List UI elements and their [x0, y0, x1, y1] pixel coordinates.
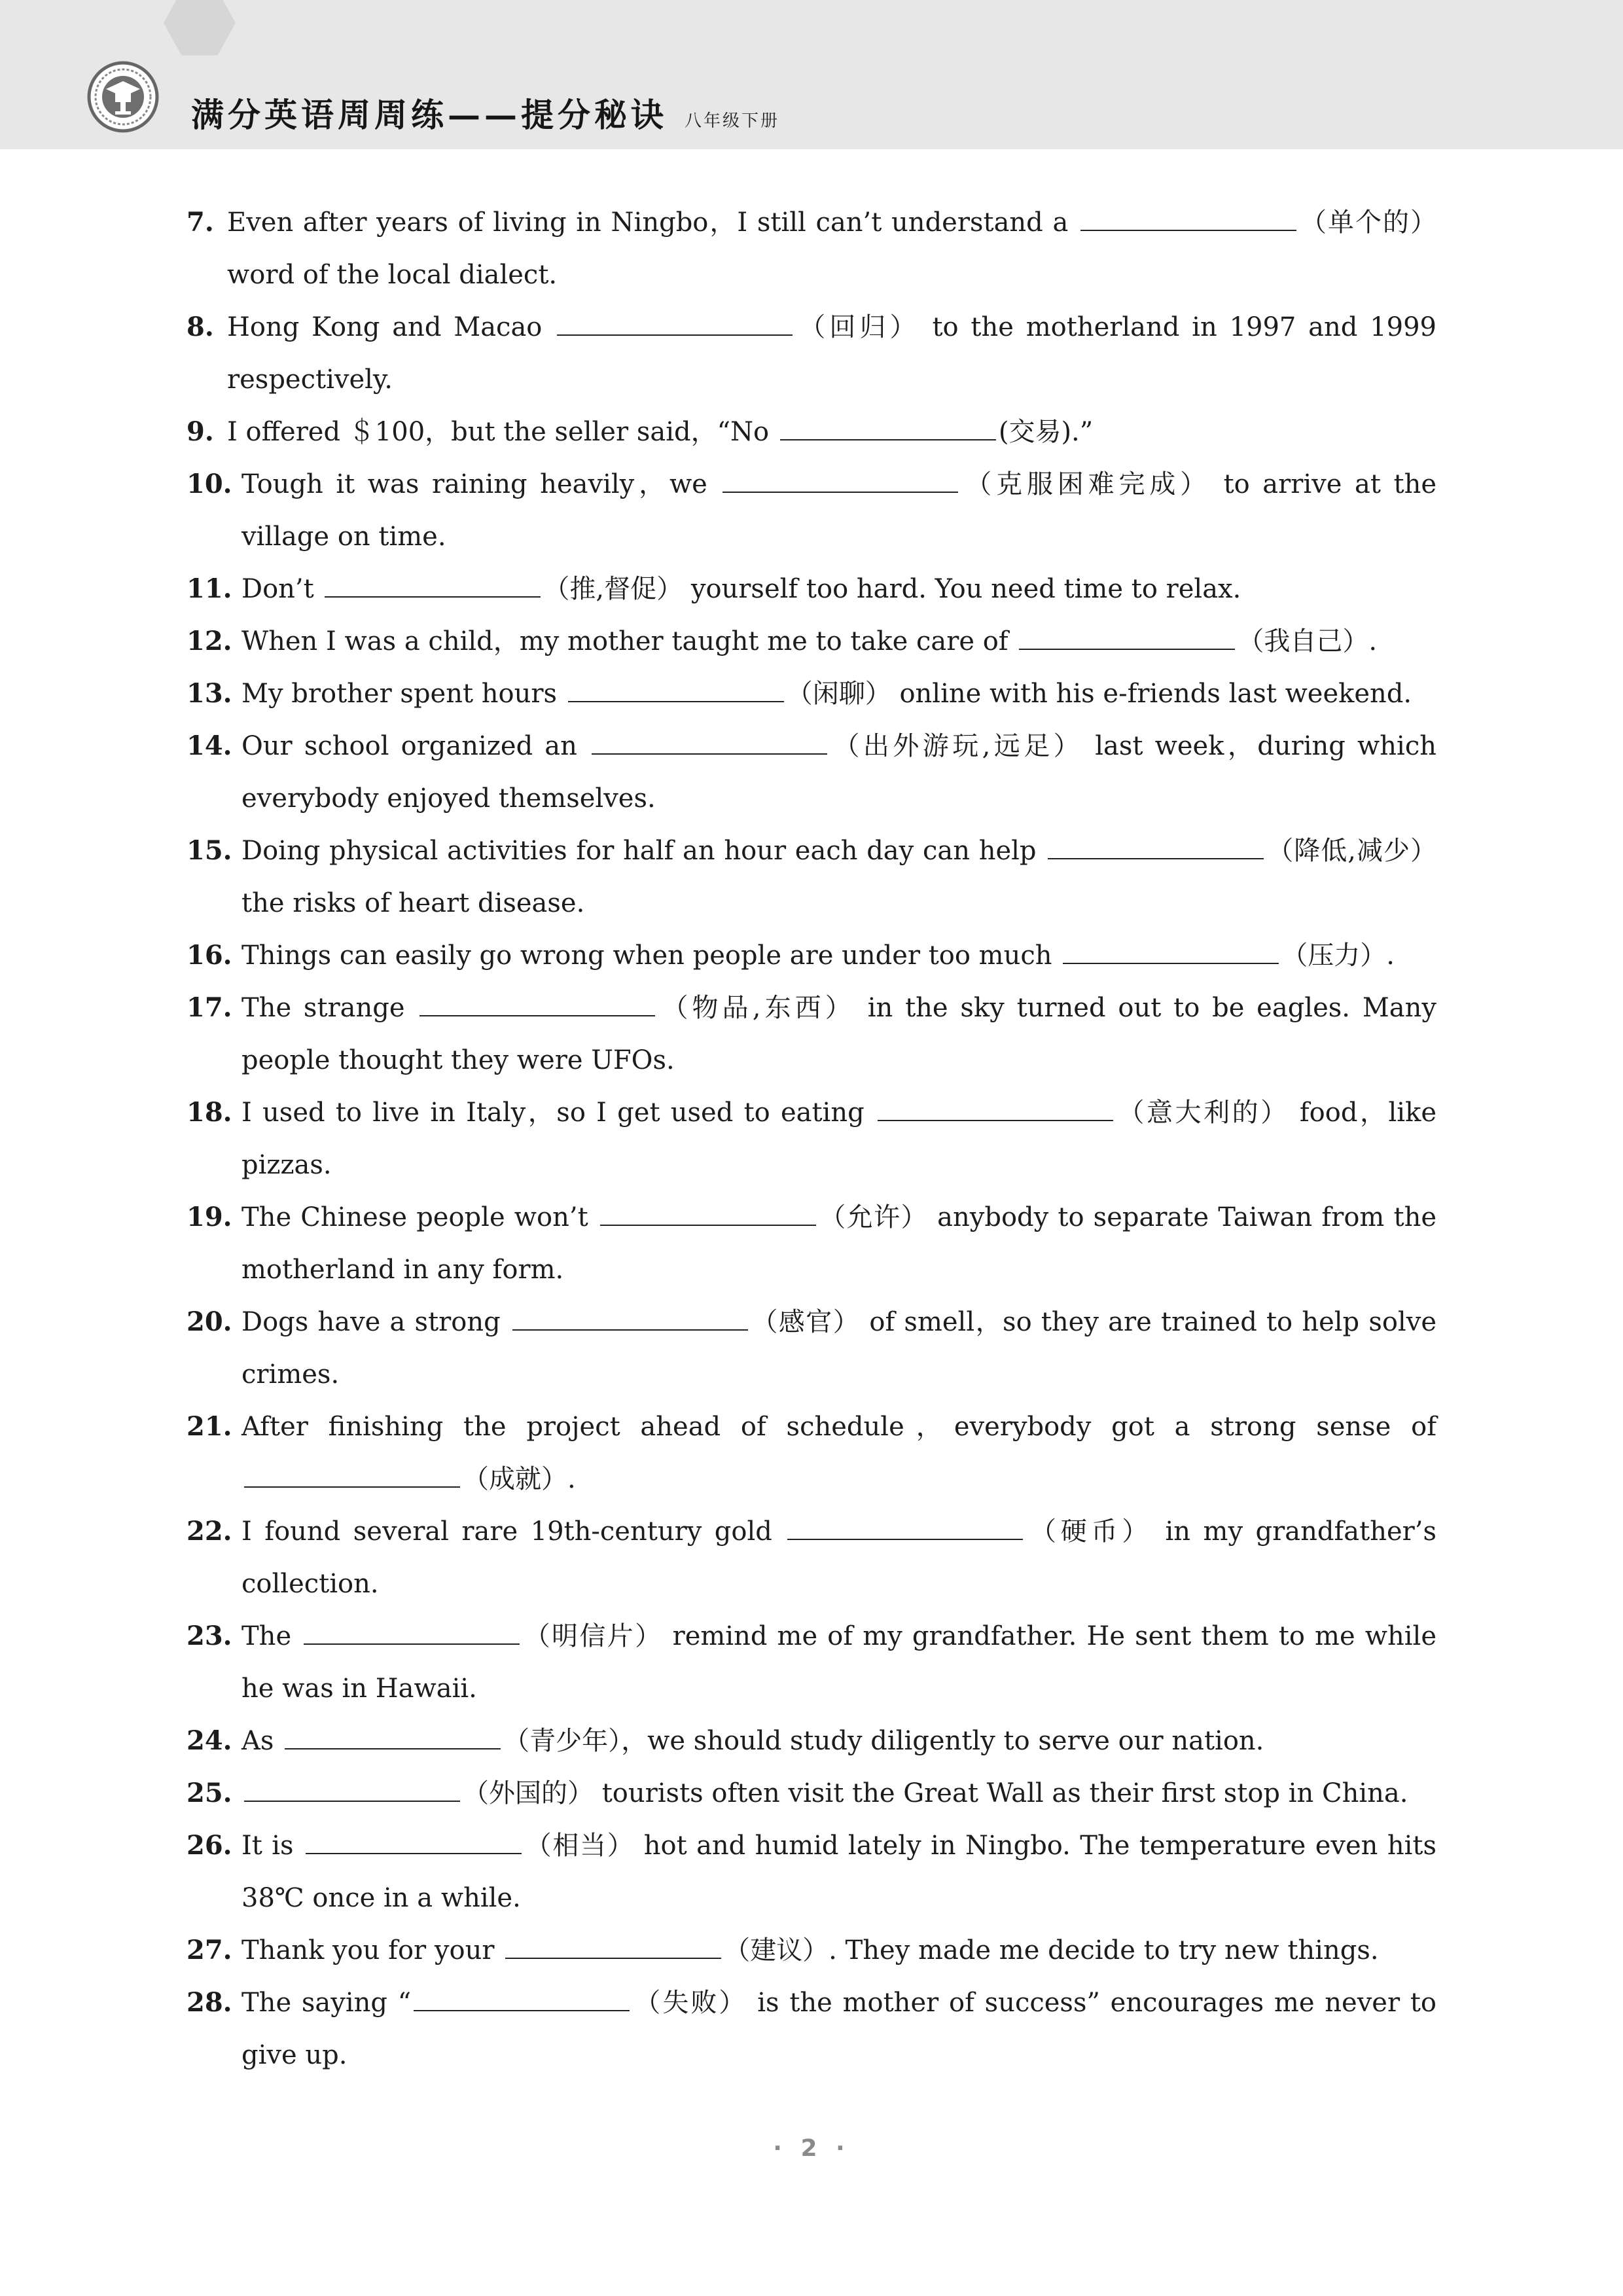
question-20	[187, 1296, 1436, 1401]
page-number: · 2 ·	[773, 2135, 850, 2162]
question-15	[187, 825, 1436, 929]
answer-blank[interactable]	[780, 418, 996, 440]
question-number: 17.	[187, 992, 232, 1023]
answer-blank[interactable]	[787, 1518, 1023, 1540]
question-text-after: （回归） to the motherland in 1997 and 1999 respectively.	[227, 312, 1436, 395]
question-number: 22.	[187, 1516, 232, 1547]
answer-blank[interactable]	[512, 1308, 748, 1331]
question-27	[187, 1924, 1436, 1977]
question-text-before: As	[241, 1726, 283, 1756]
question-number: 25.	[187, 1778, 232, 1808]
answer-blank[interactable]	[304, 1623, 520, 1645]
question-list	[187, 196, 1436, 2081]
question-18	[187, 1086, 1436, 1191]
question-text-before: When I was a child，my mother taught me to take care of	[241, 626, 1017, 656]
question-number: 13.	[187, 678, 232, 709]
question-text-after: （我自己）.	[1238, 626, 1378, 656]
question-text-after: （推,督促） yourself too hard. You need time to relax.	[543, 574, 1241, 604]
question-text-after: （相当） hot and humid lately in Ningbo. The temperature even hits 38℃ once in a while.	[241, 1831, 1436, 1913]
question-number: 28.	[187, 1987, 232, 2018]
question-14	[187, 720, 1436, 825]
question-text-after: （单个的） word of the local dialect.	[227, 207, 1436, 290]
question-text-after: （成就）.	[463, 1464, 576, 1494]
answer-blank[interactable]	[878, 1099, 1113, 1121]
question-text-before: Thank you for your	[241, 1935, 503, 1965]
school-logo-icon	[86, 60, 160, 134]
answer-blank[interactable]	[325, 575, 541, 598]
question-number: 21.	[187, 1411, 232, 1442]
answer-blank[interactable]	[1048, 837, 1264, 859]
answer-blank[interactable]	[1063, 942, 1279, 964]
answer-blank[interactable]	[285, 1727, 501, 1749]
answer-blank[interactable]	[244, 1465, 460, 1488]
question-text-before: I offered ＄100，but the seller said，“No	[227, 417, 777, 447]
question-number: 27.	[187, 1935, 232, 1965]
question-7	[187, 196, 1436, 301]
question-number: 12.	[187, 626, 232, 656]
question-8	[187, 301, 1436, 406]
question-9	[187, 406, 1436, 458]
answer-blank[interactable]	[568, 680, 784, 702]
question-text-after: （物品,东西） in the sky turned out to be eagles. Many people thought they were UFOs.	[241, 993, 1436, 1075]
question-number: 19.	[187, 1202, 232, 1232]
question-16	[187, 929, 1436, 982]
question-number: 24.	[187, 1725, 232, 1756]
answer-blank[interactable]	[722, 471, 958, 493]
question-text-after: （感官） of smell，so they are trained to help solve crimes.	[241, 1307, 1436, 1390]
question-number: 15.	[187, 835, 232, 866]
question-text-after: （明信片） remind me of my grandfather. He sent them to me while he was in Hawaii.	[241, 1621, 1437, 1704]
question-text-before: It is	[241, 1831, 303, 1861]
header-title	[191, 89, 779, 141]
answer-blank[interactable]	[306, 1832, 522, 1854]
answer-blank[interactable]	[419, 994, 655, 1016]
question-28	[187, 1977, 1436, 2081]
question-text-after: （失败） is the mother of success” encourages me never to give up.	[241, 1988, 1437, 2070]
question-text-after: （压力）.	[1281, 941, 1395, 971]
question-text-after: (交易).”	[998, 417, 1094, 447]
question-13	[187, 668, 1436, 720]
question-22	[187, 1505, 1436, 1610]
answer-blank[interactable]	[1080, 209, 1296, 231]
question-text-before: My brother spent hours	[241, 679, 565, 709]
question-text-before: Even after years of living in Ningbo，I still can’t understand a	[227, 207, 1079, 238]
grade-label: 八年级下册	[685, 111, 780, 131]
question-text-after: （硬币） in my grandfather’s collection.	[241, 1516, 1436, 1599]
answer-blank[interactable]	[600, 1204, 816, 1226]
answer-blank[interactable]	[414, 1989, 630, 2011]
question-text-before: Tough it was raining heavily，we	[241, 469, 721, 499]
question-text-after: （出外游玩,远足） last week，during which everybody enjoyed themselves.	[241, 731, 1437, 814]
question-number: 18.	[187, 1097, 232, 1128]
question-number: 9.	[187, 416, 214, 447]
question-text-after: （闲聊） online with his e-friends last weekend.	[786, 679, 1412, 709]
question-text-before: Things can easily go wrong when people are under too much	[241, 941, 1061, 971]
question-text-before: The	[241, 1621, 302, 1651]
question-24	[187, 1715, 1436, 1767]
answer-blank[interactable]	[505, 1937, 721, 1959]
question-25	[187, 1767, 1436, 1820]
question-text-before: I used to live in Italy，so I get used to eating	[241, 1098, 875, 1128]
question-text-before: Hong Kong and Macao	[227, 312, 555, 342]
question-number: 16.	[187, 940, 232, 971]
question-text-after: （意大利的） food，like pizzas.	[241, 1098, 1436, 1180]
question-number: 11.	[187, 573, 232, 604]
question-number: 26.	[187, 1830, 232, 1861]
question-text-after: （外国的） tourists often visit the Great Wall as their first stop in China.	[463, 1778, 1408, 1808]
question-number: 14.	[187, 730, 232, 761]
answer-blank[interactable]	[592, 732, 827, 755]
question-text-after: （允许） anybody to separate Taiwan from the motherland in any form.	[241, 1202, 1436, 1285]
question-number: 7.	[187, 207, 214, 238]
question-21	[187, 1401, 1436, 1505]
question-text-before: Our school organized an	[241, 731, 590, 761]
question-text-after: （青少年），we should study diligently to serve our nation.	[503, 1726, 1264, 1756]
book-title: 满分英语周周练——提分秘诀	[191, 96, 668, 134]
question-11	[187, 563, 1436, 615]
question-26	[187, 1820, 1436, 1924]
question-10	[187, 458, 1436, 563]
question-23	[187, 1610, 1436, 1715]
question-text-before: After finishing the project ahead of schedule，everybody got a strong sense of	[241, 1412, 1436, 1442]
question-text-after: （克服困难完成） to arrive at the village on time.	[241, 469, 1436, 552]
question-number: 10.	[187, 469, 232, 499]
question-text-before: The strange	[241, 993, 418, 1023]
question-12	[187, 615, 1436, 668]
answer-blank[interactable]	[244, 1780, 460, 1802]
question-number: 23.	[187, 1621, 232, 1651]
question-text-before: Dogs have a strong	[241, 1307, 510, 1337]
question-text-before: The Chinese people won’t	[241, 1202, 597, 1232]
question-number: 8.	[187, 312, 214, 342]
answer-blank[interactable]	[1019, 628, 1235, 650]
question-text-before: Don’t	[241, 574, 323, 604]
answer-blank[interactable]	[557, 314, 793, 336]
question-text-after: （建议）. They made me decide to try new things.	[724, 1935, 1379, 1965]
question-17	[187, 982, 1436, 1086]
question-text-before: The saying “	[241, 1988, 412, 2018]
question-19	[187, 1191, 1436, 1296]
question-text-before: Doing physical activities for half an hour each day can help	[241, 836, 1046, 866]
question-number: 20.	[187, 1306, 232, 1337]
question-text-before: I found several rare 19th-century gold	[241, 1516, 785, 1547]
question-text-after: （降低,减少） the risks of heart disease.	[241, 836, 1436, 918]
